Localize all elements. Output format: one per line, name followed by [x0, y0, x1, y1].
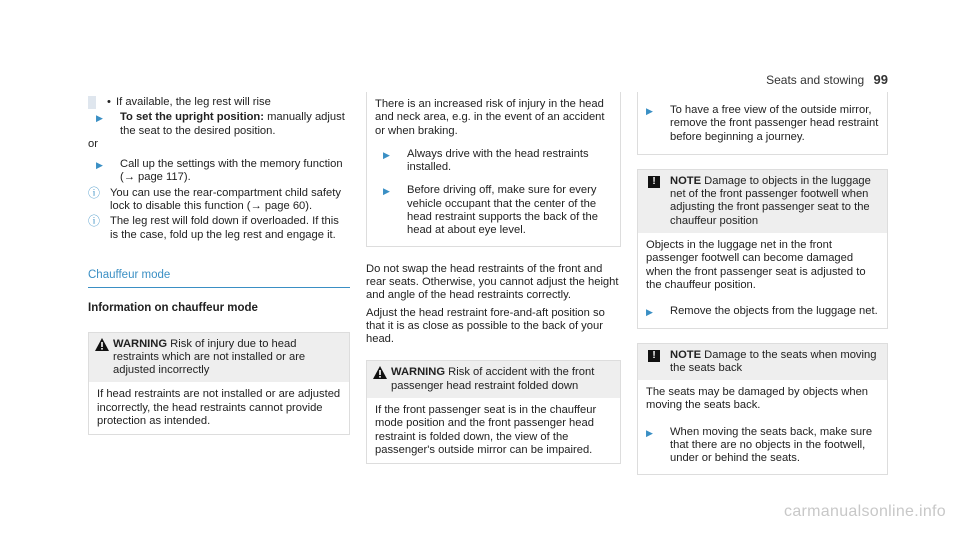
info-leg-rest-text: The leg rest will fold down if overloaded. If this is the case, fold up the leg rest and engage it.: [110, 215, 339, 241]
note-step-text: When moving the seats back, make sure that there are no objects in the footwell, under or behind the seats.: [670, 425, 873, 465]
step-upright-bold: To set the upright position:: [120, 111, 264, 124]
column-3: [637, 96, 888, 475]
note-body: The seats may be damaged by objects when moving the seats back.: [646, 386, 869, 412]
note-icon: !: [648, 350, 660, 362]
note-head: [638, 344, 887, 381]
step-view-text: To have a free view of the outside mirror, remove the front passenger head restraint before beginning a journey.: [670, 104, 879, 143]
note-step: [638, 426, 887, 474]
header-section: Seats and stowing: [766, 73, 865, 87]
section-title: Chauffeur mode: [88, 269, 350, 288]
warning-head: [367, 361, 620, 398]
step-arrow-icon: ▶: [646, 427, 653, 438]
watermark: carmanualsonline.info: [784, 503, 946, 520]
warning-label: WARNING: [113, 337, 168, 350]
step-view: [638, 104, 879, 144]
page-header: [766, 72, 888, 87]
note-label: NOTE: [670, 174, 702, 187]
warning-label: WARNING: [391, 366, 446, 379]
step-upright-text: manually adjust the seat to the desired position.: [120, 111, 345, 137]
info-icon: ⓘ: [88, 214, 101, 229]
step-arrow-icon: ▶: [383, 149, 390, 160]
column-2: [366, 96, 621, 464]
note-text: Damage to objects in the luggage net of the front passenger footwell when adjusting the front passenger seat to the chauffeur position: [670, 174, 871, 227]
warning-text: Risk of accident with the front passenger head restraint folded down: [391, 366, 595, 392]
info-child-lock-text: You can use the rear-compartment child safety lock to disable this function (→ page 60).: [110, 186, 341, 213]
step-arrow-icon: ▶: [646, 106, 653, 116]
step-arrow-icon: ▶: [96, 160, 103, 171]
note-box-1: [637, 169, 888, 329]
step-always-text: Always drive with the head restraints installed.: [407, 147, 589, 174]
note-box-2: [637, 343, 888, 475]
warning-head: [89, 333, 349, 383]
para-swap: Do not swap the head restraints of the front and rear seats. Otherwise, you cannot adjust the height and angle of the head restraints correctly.: [366, 262, 619, 302]
column-1: [88, 96, 350, 435]
upright-block: [88, 96, 350, 109]
step-arrow-icon: ▶: [383, 186, 390, 197]
step-before-text: Before driving off, make sure for every vehicle occupant that the center of the head restraint supports the back of the head at about eye level.: [407, 184, 598, 237]
sub-title: Information on chauffeur mode: [88, 302, 258, 315]
warning-text: Risk of injury due to head restraints which are not installed or are adjusted incorrectly: [113, 337, 306, 377]
bullet-item: [96, 96, 350, 109]
note-head: [638, 170, 887, 233]
info-leg-rest: [88, 215, 350, 242]
para-adjust: Adjust the head restraint fore-and-aft position so that it is as close as possible to the back of your head.: [366, 306, 605, 346]
note-label: NOTE: [670, 348, 702, 361]
or-text: or: [88, 137, 98, 150]
page-number: 99: [873, 72, 888, 87]
step-arrow-icon: ▶: [96, 113, 103, 124]
step-memory: [88, 158, 350, 185]
risk-text: There is an increased risk of injury in the head and neck area, e.g. in the event of an accident or when braking.: [375, 98, 605, 137]
warning-box: [88, 332, 350, 436]
step-always: [375, 148, 612, 175]
info-icon: ⓘ: [88, 185, 101, 200]
warning-icon: [95, 338, 113, 378]
step-before: [375, 184, 612, 237]
note-body: Objects in the luggage net in the front passenger footwell can become damaged when the front passenger seat is adjusted to the chauffeur position.: [646, 239, 866, 291]
warning-continuation: [366, 92, 621, 247]
warning-body: If head restraints are not installed or are adjusted incorrectly, the head restraints cannot provide protection as intended.: [97, 388, 341, 428]
step-arrow-icon: ▶: [646, 307, 653, 318]
warning-box-2: [366, 360, 621, 464]
note-icon: !: [648, 176, 660, 188]
note-text: Damage to the seats when moving the seats back: [670, 348, 877, 374]
info-child-lock: [88, 187, 350, 214]
note-step: [638, 305, 887, 327]
warning-icon: [373, 366, 391, 393]
bullet-icon: •: [107, 96, 111, 108]
step-view-box: [637, 92, 888, 155]
note-step-text: Remove the objects from the luggage net.: [670, 305, 878, 318]
step-memory-text: Call up the settings with the memory function (→ page 117).: [120, 158, 343, 184]
warning-body: If the front passenger seat is in the chauffeur mode position and the front passenger head restraint is folded down, the view of the passenger's outside mirror can be impaired.: [375, 404, 597, 456]
step-upright: [88, 111, 350, 138]
bullet-leg-rest: If available, the leg rest will rise: [116, 96, 271, 108]
